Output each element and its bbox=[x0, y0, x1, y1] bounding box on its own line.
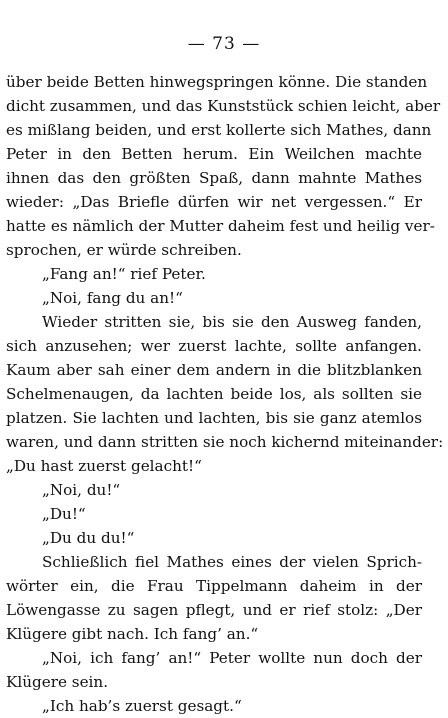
text-line: wieder: „Das Briefle dürfen wir net vergessen.“ Er bbox=[6, 193, 422, 211]
text-line: wörter ein, die Frau Tippelmann daheim in der bbox=[6, 577, 422, 595]
text-line: „Du!“ bbox=[42, 505, 86, 523]
text-line: sprochen, er würde schreiben. bbox=[6, 241, 242, 259]
text-line: ihnen das den größten Spaß, dann mahnte Mathes bbox=[6, 169, 422, 187]
text-line: „Fang an!“ rief Peter. bbox=[42, 265, 206, 283]
text-line: „Noi, du!“ bbox=[42, 481, 121, 499]
text-line: Peter in den Betten herum. Ein Weilchen machte bbox=[6, 145, 422, 163]
text-line: Schließlich fiel Mathes eines der vielen Sprich- bbox=[42, 553, 422, 571]
text-line: über beide Betten hinwegspringen könne. Die standen bbox=[6, 73, 428, 91]
text-line: „Du hast zuerst gelacht!“ bbox=[6, 457, 202, 475]
text-line: Schelmenaugen, da lachten beide los, als sollten sie bbox=[6, 385, 422, 403]
text-line: „Noi, fang du an!“ bbox=[42, 289, 183, 307]
text-line: „Ich hab’s zuerst gesagt.“ bbox=[42, 697, 242, 715]
text-line: dicht zusammen, und das Kunststück schien leicht, aber bbox=[6, 97, 441, 115]
text-line: Klügere gibt nach. Ich fang’ an.“ bbox=[6, 625, 259, 643]
text-line: Wieder stritten sie, bis sie den Ausweg fanden, bbox=[42, 313, 422, 331]
text-line: „Du du du!“ bbox=[42, 529, 135, 547]
text-line: sich anzusehen; wer zuerst lachte, sollte anfangen. bbox=[6, 337, 422, 355]
text-line: Kaum aber sah einer dem andern in die blitzblanken bbox=[6, 361, 422, 379]
text-line: platzen. Sie lachten und lachten, bis sie ganz atemlos bbox=[6, 409, 422, 427]
text-line: „Noi, ich fang’ an!“ Peter wollte nun doch der bbox=[42, 649, 422, 667]
text-line: es mißlang beiden, und erst kollerte sich Mathes, dann bbox=[6, 121, 432, 139]
page-number: — 73 — bbox=[187, 34, 261, 54]
text-line: waren, und dann stritten sie noch kichernd miteinander: bbox=[6, 433, 444, 451]
text-line: hatte es nämlich der Mutter daheim fest und heilig ver- bbox=[6, 217, 435, 235]
text-line: Klügere sein. bbox=[6, 673, 109, 691]
text-line: Löwengasse zu sagen pflegt, und er rief stolz: „Der bbox=[6, 601, 422, 619]
